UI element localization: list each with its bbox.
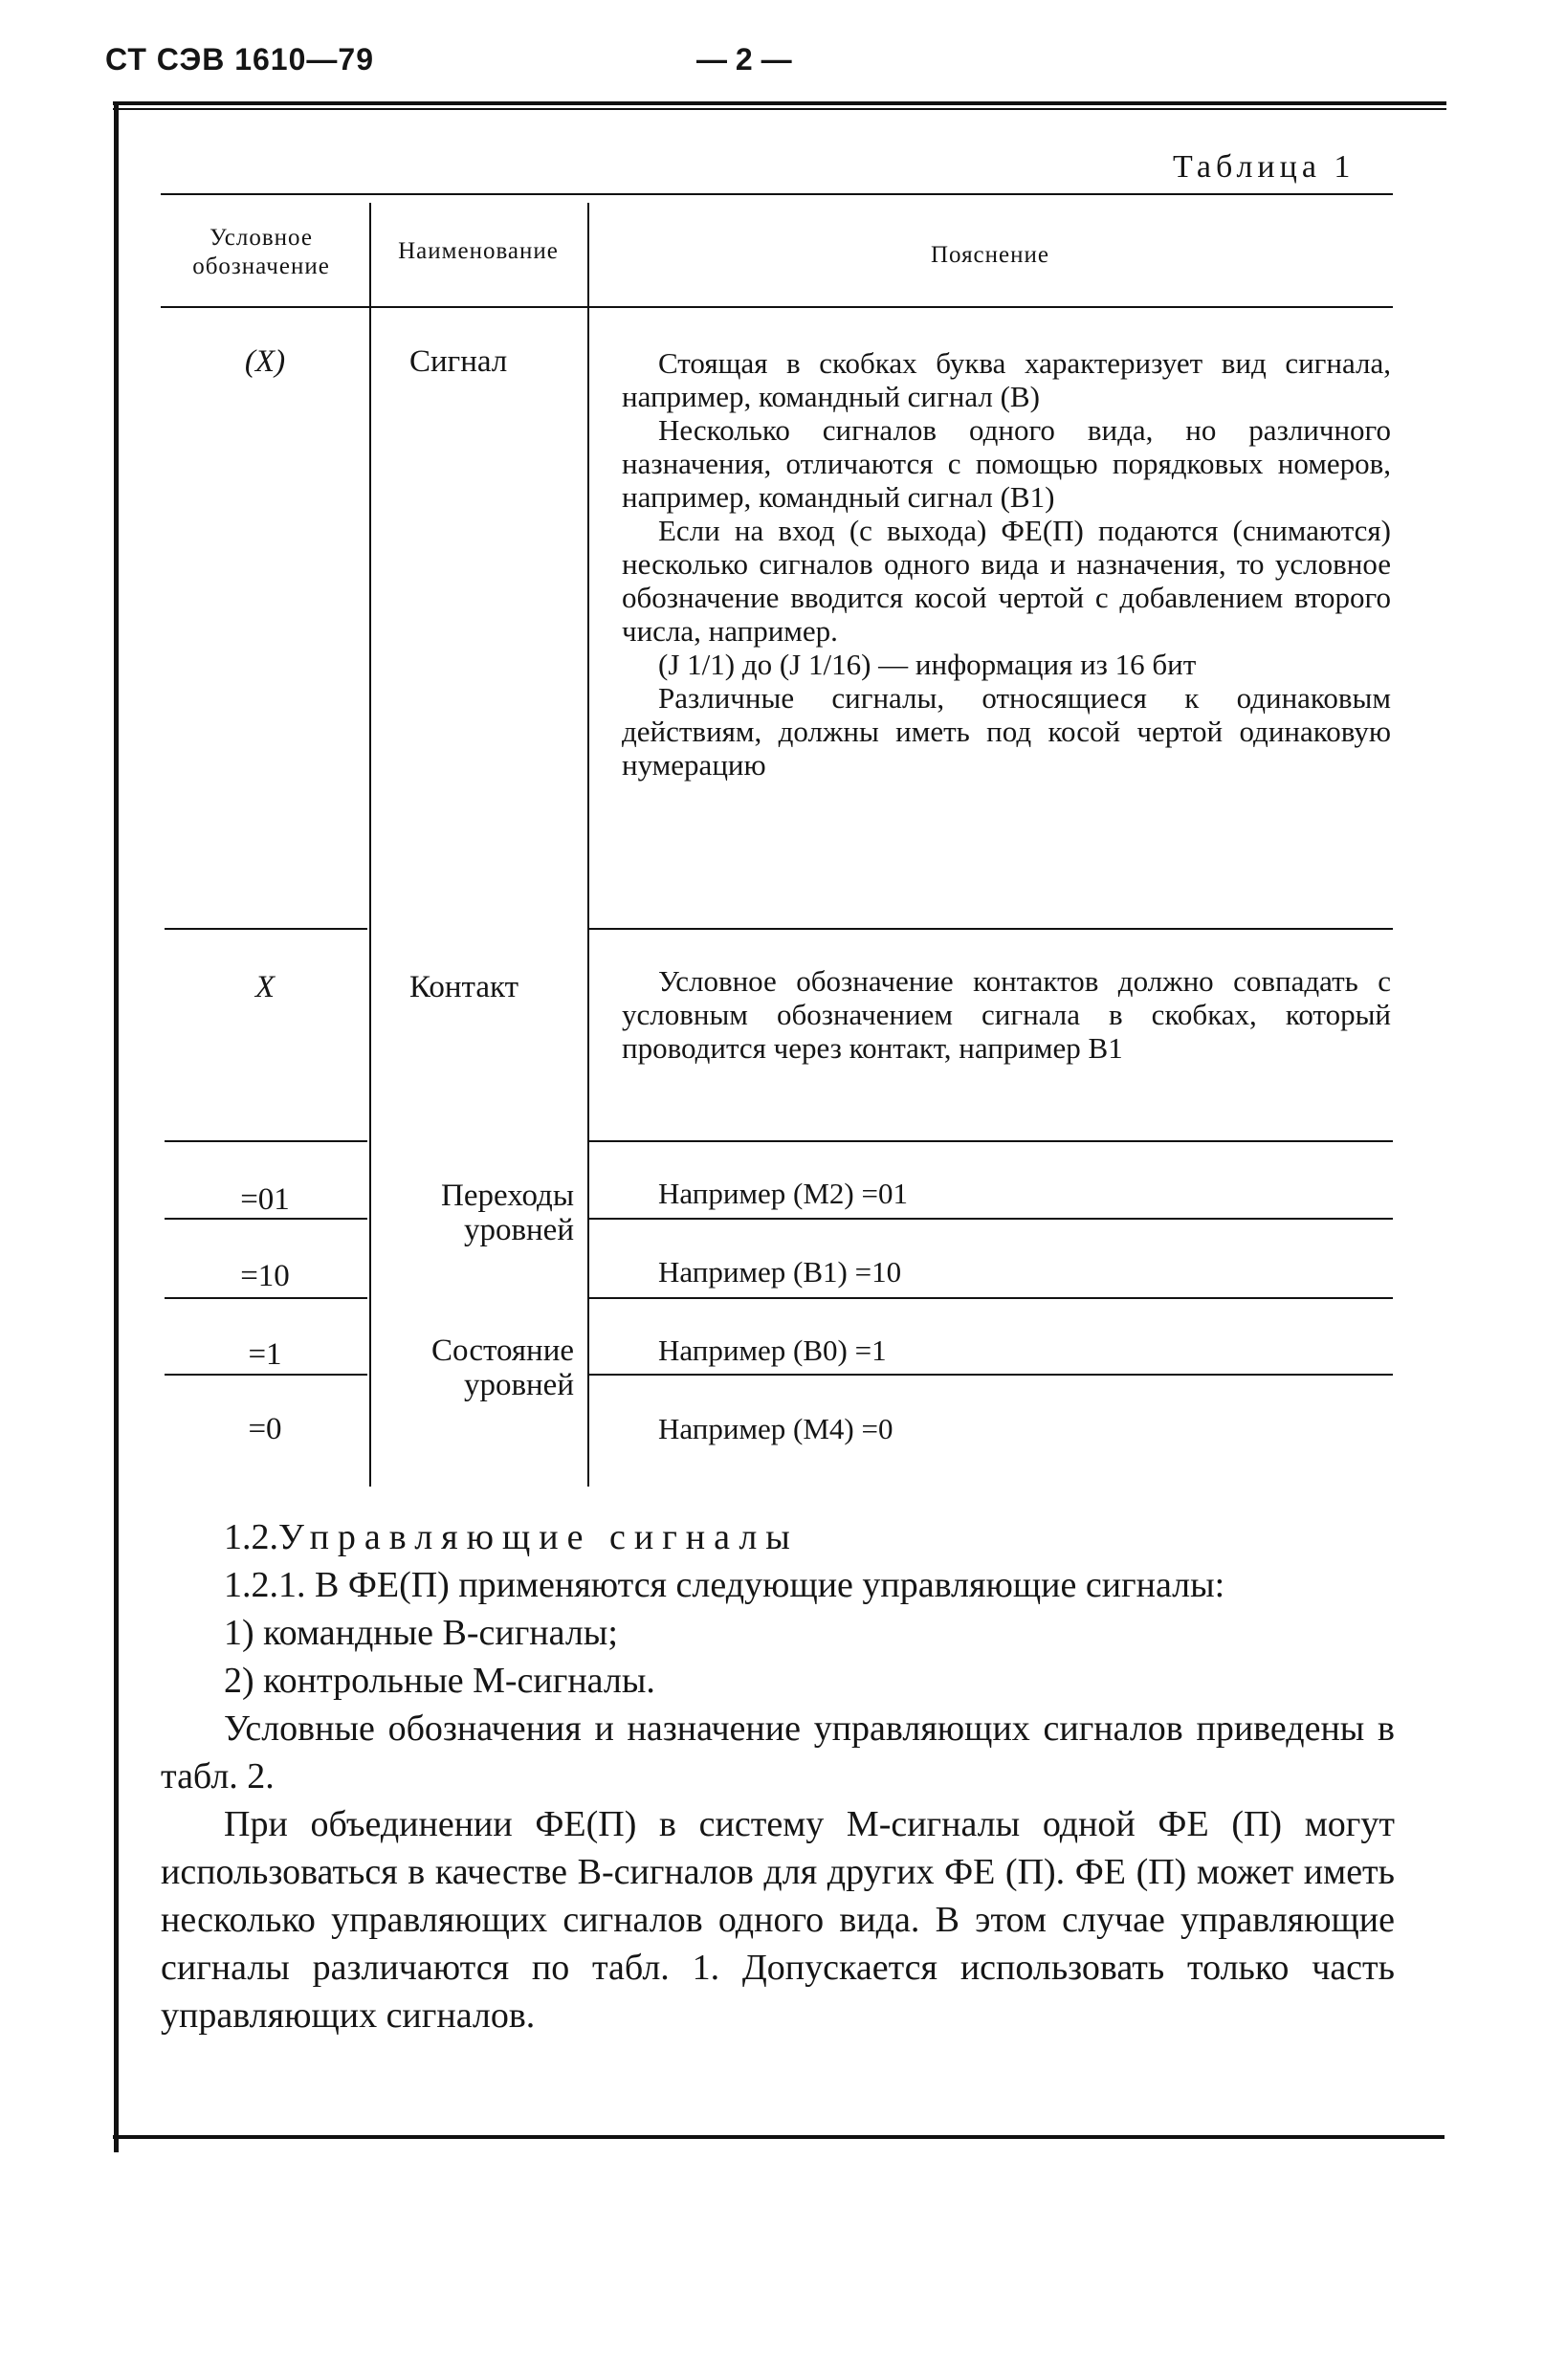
section-heading <box>161 1513 1395 1561</box>
row-state-0-symbol: =0 <box>248 1412 282 1446</box>
group-transition-name: Переходы уровней <box>441 1179 574 1247</box>
explanation-paragraph: Если на вход (с выхода) ФЕ(П) подаются (снимаются) несколько сигналов одного вида и назначения, то условное обозначение вводится косой чертой с добавлением второго числа, например. <box>622 514 1391 648</box>
header-rule <box>113 101 1446 105</box>
row-rule <box>165 1218 367 1220</box>
explanation-paragraph: Несколько сигналов одного вида, но различного назначения, отличаются с помощью порядковых номеров, например, командный сигнал (В1) <box>622 413 1391 514</box>
row-rule <box>165 928 367 930</box>
row-contact-name: Контакт <box>409 970 519 1004</box>
page-number: — 2 — <box>696 42 792 77</box>
explanation-paragraph: Условное обозначение контактов должно совпадать с условным обозначением сигнала в скобках, который проводится через контакт, например В1 <box>622 964 1391 1065</box>
explanation-paragraph: Различные сигналы, относящиеся к одинаковым действиям, должны иметь под косой чертой одинаковую нумерацию <box>622 681 1391 782</box>
row-signal-symbol: (X) <box>244 344 286 379</box>
row-state-0-explanation: Например (М4) =0 <box>658 1412 893 1445</box>
row-rule <box>589 1297 1393 1299</box>
table-header-bottom-rule <box>161 306 1393 308</box>
row-rule <box>589 928 1393 930</box>
row-rule <box>165 1374 367 1376</box>
row-rule <box>589 1374 1393 1376</box>
column-separator-1 <box>369 203 371 1487</box>
paragraph: 1.2.1. В ФЕ(П) применяются следующие управляющие сигналы: <box>224 1565 1225 1605</box>
list-item: 2) контрольные М-сигналы. <box>224 1661 655 1701</box>
row-transition-10-symbol: =10 <box>240 1259 290 1293</box>
header-rule-thin <box>113 108 1446 110</box>
row-transition-10-explanation: Например (В1) =10 <box>658 1255 902 1289</box>
table-top-rule <box>161 193 1393 195</box>
page-bottom-rule <box>113 2135 1445 2139</box>
list-item: 1) командные В-сигналы; <box>224 1613 618 1653</box>
paragraph: При объединении ФЕ(П) в систему М-сигналы одной ФЕ (П) могут использоваться в качестве В-сигналов для других ФЕ (П). ФЕ (П) может иметь несколько управляющих сигналов одного вида. В этом случае управляющие сигналы различаются по табл. 1. Допускается использовать только часть управляющих сигналов. <box>161 1804 1395 2036</box>
column-header-name: Наименование <box>398 238 559 264</box>
page-left-border <box>114 105 119 2152</box>
group-state-name: Состояние уровней <box>431 1333 574 1402</box>
row-contact-explanation <box>622 964 1391 1065</box>
section-number: 1.2. <box>224 1517 278 1557</box>
column-header-symbol: Условное обозначение <box>192 225 330 279</box>
row-rule <box>589 1140 1393 1142</box>
column-header-explanation: Пояснение <box>930 242 1049 268</box>
standard-designation: СТ СЭВ 1610—79 <box>105 42 374 77</box>
paragraph: Условные обозначения и назначение управляющих сигналов приведены в табл. 2. <box>161 1708 1395 1796</box>
row-rule <box>589 1218 1393 1220</box>
row-state-1-symbol: =1 <box>248 1337 282 1372</box>
row-rule <box>165 1297 367 1299</box>
row-signal-explanation <box>622 346 1391 782</box>
explanation-paragraph: (J 1/1) до (J 1/16) — информация из 16 бит <box>658 648 1197 681</box>
row-state-1-explanation: Например (В0) =1 <box>658 1333 887 1367</box>
explanation-paragraph: Стоящая в скобках буква характеризует вид сигнала, например, командный сигнал (В) <box>622 346 1391 413</box>
section-1-2 <box>161 1513 1395 2039</box>
table-title: Таблица 1 <box>1173 149 1356 185</box>
row-transition-01-explanation: Например (М2) =01 <box>658 1177 908 1210</box>
row-signal-name: Сигнал <box>409 344 508 379</box>
row-rule <box>165 1140 367 1142</box>
row-transition-01-symbol: =01 <box>240 1182 290 1217</box>
row-contact-symbol: X <box>254 970 276 1004</box>
column-separator-2 <box>587 203 589 1487</box>
section-title: Управляющие сигналы <box>278 1517 799 1557</box>
